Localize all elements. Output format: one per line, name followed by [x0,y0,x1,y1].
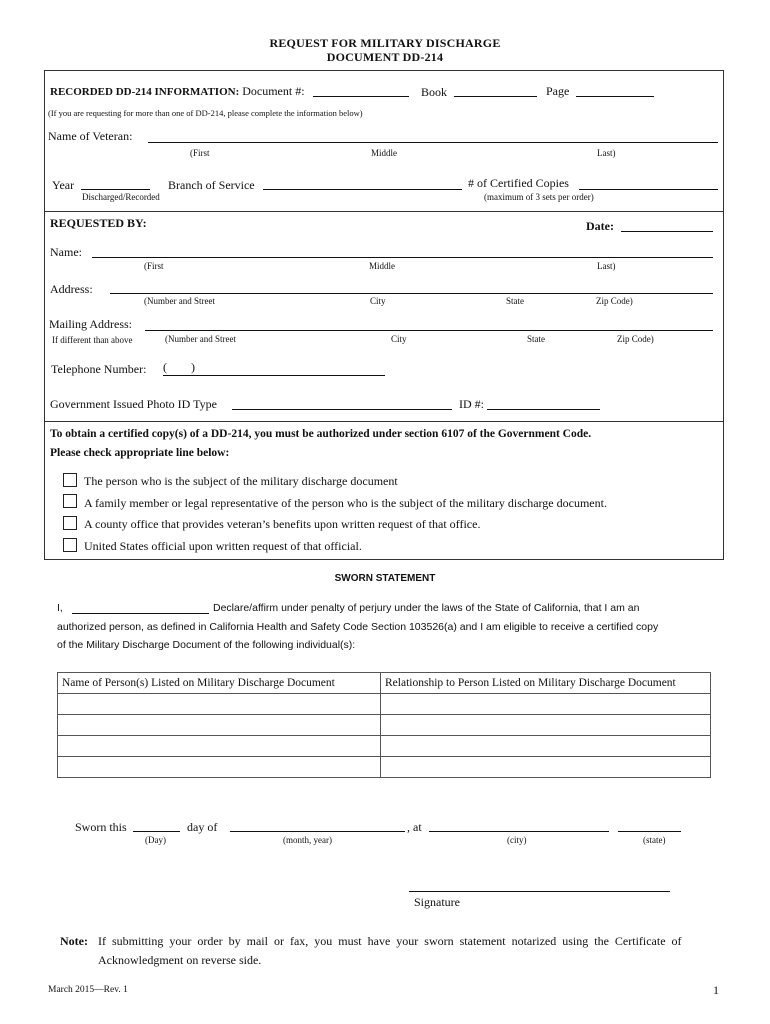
us-official-checkbox[interactable] [63,538,77,552]
note-text-line1: If submitting your order by mail or fax, you must have your sworn statement notarized using the Certificate of [98,934,682,948]
year-hint: Discharged/Recorded [82,192,160,202]
date-label: Date: [586,219,614,233]
month-year-hint: (month, year) [283,835,332,845]
telephone-label: Telephone Number: [51,362,147,376]
branch-field[interactable] [263,189,462,190]
section-divider [44,211,724,212]
person-name-cell[interactable] [58,715,381,736]
first-name-hint: (First [144,261,164,271]
requester-name-field[interactable] [92,257,713,258]
veteran-name-field[interactable] [148,142,718,143]
county-office-option: A county office that provides veteran’s benefits upon written request of that office. [84,517,481,531]
form-title: REQUEST FOR MILITARY DISCHARGE [269,36,501,50]
us-official-option: United States official upon written request of that official. [84,539,362,553]
certified-copies-hint: (maximum of 3 sets per order) [484,192,594,202]
at-label: , at [407,820,422,834]
street-hint: (Number and Street [144,296,215,306]
address-field[interactable] [110,293,713,294]
mailing-city-hint: City [391,334,407,344]
area-code-parentheses: ( ) [163,360,195,374]
sworn-this-label: Sworn this [75,820,127,834]
document-number-label: Document #: [242,84,305,98]
first-name-hint: (First [190,148,210,158]
mailing-state-hint: State [527,334,545,344]
table-row [58,757,711,778]
sworn-city-field[interactable] [429,831,609,832]
year-field[interactable] [81,189,150,190]
middle-name-hint: Middle [369,261,395,271]
sworn-month-year-field[interactable] [230,831,405,832]
person-name-cell[interactable] [58,694,381,715]
note-text-line2: Acknowledgment on reverse side. [98,953,262,967]
document-number-field[interactable] [313,96,409,97]
state-hint: State [506,296,524,306]
authorization-requirement: To obtain a certified copy(s) of a DD-214, you must be authorized under section 6107 of the Government Code. [50,428,592,440]
table-row [58,715,711,736]
multiple-request-note: (If you are requesting for more than one of DD-214, please complete the information below) [48,108,363,118]
mailing-address-label: Mailing Address: [49,317,132,331]
person-name-cell[interactable] [58,736,381,757]
sworn-text-line2: authorized person, as defined in California Health and Safety Code Section 103526(a) and I am eligible to receive a certified copy [57,621,659,633]
veteran-name-label: Name of Veteran: [48,129,133,143]
telephone-field[interactable] [163,375,385,376]
revision-date: March 2015—Rev. 1 [48,985,128,995]
page-label: Page [546,84,570,98]
table-row [58,736,711,757]
city-hint: (city) [507,835,527,845]
year-label: Year [52,178,75,192]
subject-person-option: The person who is the subject of the military discharge document [84,474,398,488]
individuals-table [57,672,711,778]
section-divider [44,421,724,422]
person-name-cell[interactable] [58,757,381,778]
subject-person-checkbox[interactable] [63,473,77,487]
family-member-option: A family member or legal representative of the person who is the subject of the military discharge document. [84,496,607,510]
last-name-hint: Last) [597,148,616,158]
relationship-cell[interactable] [381,715,711,736]
signature-field[interactable] [409,891,670,892]
date-field[interactable] [621,231,713,232]
day-hint: (Day) [145,835,166,845]
sworn-day-field[interactable] [133,831,180,832]
zip-hint: Zip Code) [596,296,633,306]
relationship-cell[interactable] [381,757,711,778]
certified-copies-field[interactable] [579,189,718,190]
declarant-name-field[interactable] [72,613,209,614]
book-field[interactable] [454,96,537,97]
photo-id-type-label: Government Issued Photo ID Type [50,397,217,411]
recorded-section [50,84,305,99]
certified-copies-label: # of Certified Copies [468,176,569,190]
branch-label: Branch of Service [168,178,255,192]
check-instruction: Please check appropriate line below: [50,447,230,459]
signature-label: Signature [414,895,460,909]
table-header-name: Name of Person(s) Listed on Military Discharge Document [58,673,381,694]
day-of-label: day of [187,820,218,834]
city-hint: City [370,296,386,306]
page-number: 1 [713,983,719,997]
sworn-text-line1: Declare/affirm under penalty of perjury under the laws of the State of California, that I am an [213,602,640,614]
mailing-address-field[interactable] [145,330,713,331]
mailing-zip-hint: Zip Code) [617,334,654,344]
declarant-prefix: I, [57,602,63,614]
photo-id-type-field[interactable] [232,409,452,410]
family-member-checkbox[interactable] [63,494,77,508]
relationship-cell[interactable] [381,694,711,715]
requested-by-heading: REQUESTED BY: [50,216,147,230]
form-subtitle: DOCUMENT DD-214 [326,50,444,64]
mailing-note: If different than above [52,335,133,345]
sworn-statement-heading: SWORN STATEMENT [334,573,436,584]
book-label: Book [421,85,448,99]
id-number-field[interactable] [487,409,600,410]
address-label: Address: [50,282,93,296]
note-label: Note: [60,934,88,948]
table-header-row [58,673,711,694]
middle-name-hint: Middle [371,148,397,158]
state-hint: (state) [643,835,666,845]
sworn-text-line3: of the Military Discharge Document of the following individual(s): [57,639,356,651]
table-row [58,694,711,715]
page-field[interactable] [576,96,654,97]
mailing-street-hint: (Number and Street [165,334,236,344]
last-name-hint: Last) [597,261,616,271]
recorded-heading: RECORDED DD-214 INFORMATION: [50,86,240,98]
relationship-cell[interactable] [381,736,711,757]
county-office-checkbox[interactable] [63,516,77,530]
id-number-label: ID #: [459,397,484,411]
table-header-relationship: Relationship to Person Listed on Military Discharge Document [381,673,711,694]
requester-name-label: Name: [50,245,82,259]
sworn-state-field[interactable] [618,831,681,832]
